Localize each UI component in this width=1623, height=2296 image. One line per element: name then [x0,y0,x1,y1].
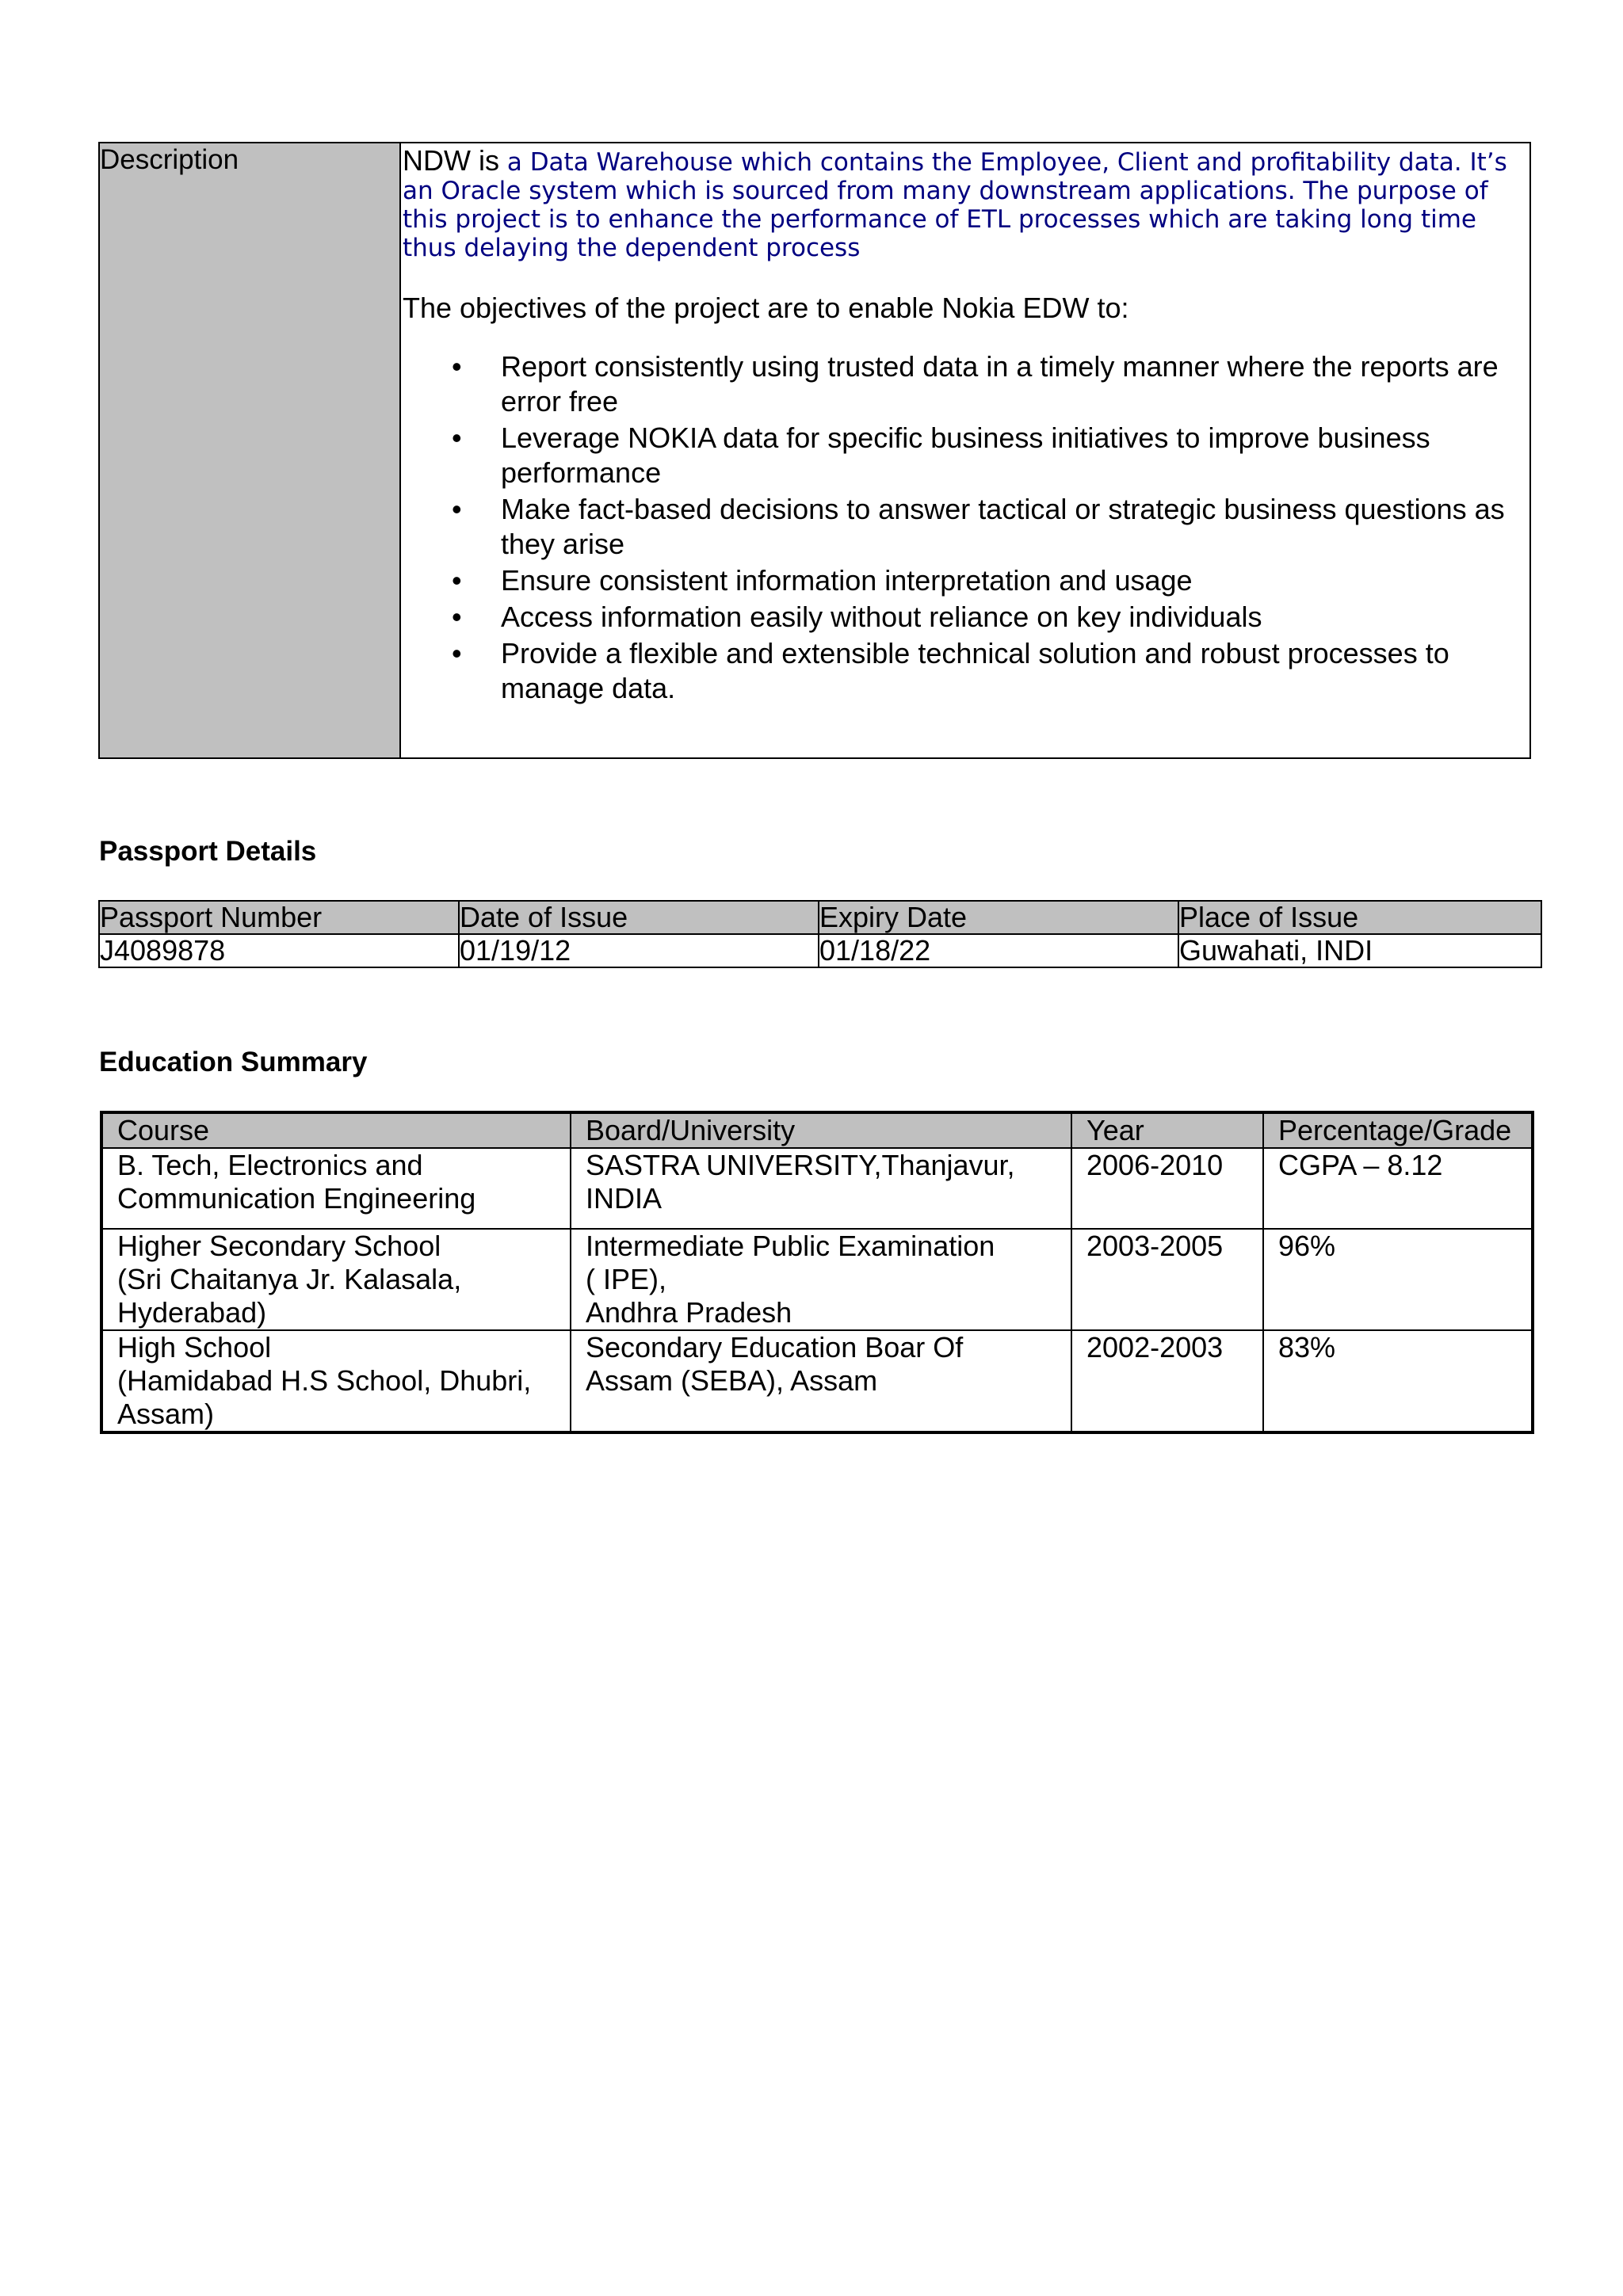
education-row [101,1229,1533,1330]
education-year: 2006-2010 [1071,1148,1263,1229]
bullet-icon: • [452,493,462,525]
description-table [98,142,1531,759]
education-board: Intermediate Public Examination ( IPE), Andhra Pradesh [571,1229,1071,1330]
objective-item [403,492,1529,562]
passport-expiry-date: 01/18/22 [819,934,1178,967]
education-header-row [101,1112,1533,1148]
objective-item [403,421,1529,490]
passport-heading: Passport Details [99,836,317,867]
passport-header-cell: Date of Issue [459,901,819,934]
passport-number: J4089878 [99,934,459,967]
education-header-cell: Course [101,1112,571,1148]
objective-text: Provide a flexible and extensible technical solution and robust processes to manage data. [501,637,1449,704]
bullet-icon: • [452,350,462,383]
description-lead: NDW is [403,144,499,177]
passport-header-row [99,901,1541,934]
bullet-icon: • [452,421,462,454]
passport-header-cell: Expiry Date [819,901,1178,934]
objective-text: Make fact-based decisions to answer tactical or strategic business questions as they arise [501,493,1505,560]
education-course: Higher Secondary School (Sri Chaitanya Jr. Kalasala, Hyderabad) [101,1229,571,1330]
education-heading: Education Summary [99,1047,368,1077]
objectives-intro: The objectives of the project are to enable Nokia EDW to: [403,292,1129,324]
education-grade: 96% [1263,1229,1533,1330]
passport-header-cell: Passport Number [99,901,459,934]
education-header-cell: Percentage/Grade [1263,1112,1533,1148]
bullet-icon: • [452,601,462,633]
education-grade: CGPA – 8.12 [1263,1148,1533,1229]
education-course: B. Tech, Electronics and Communication Engineering [101,1148,571,1229]
education-board: SASTRA UNIVERSITY,Thanjavur, INDIA [571,1148,1071,1229]
passport-place-of-issue: Guwahati, INDI [1178,934,1541,967]
education-header-cell: Year [1071,1112,1263,1148]
objective-text: Leverage NOKIA data for specific business initiatives to improve business performance [501,421,1430,489]
objective-item [403,349,1529,419]
education-year: 2003-2005 [1071,1229,1263,1330]
passport-table [98,900,1542,968]
bullet-icon: • [452,637,462,669]
passport-header-cell: Place of Issue [1178,901,1541,934]
description-paragraph [403,144,1529,262]
objective-item [403,563,1529,598]
education-course: High School (Hamidabad H.S School, Dhubri, Assam) [101,1330,571,1432]
objective-text: Report consistently using trusted data in a timely manner where the reports are error free [501,350,1499,418]
passport-issue-date: 01/19/12 [459,934,819,967]
objective-item [403,636,1529,706]
education-board: Secondary Education Boar Of Assam (SEBA), Assam [571,1330,1071,1432]
education-header-cell: Board/University [571,1112,1071,1148]
description-label: Description [100,143,401,757]
passport-data-row [99,934,1541,967]
education-grade: 83% [1263,1330,1533,1432]
description-text: a Data Warehouse which contains the Employee, Client and profitability data. It’s an Oracle system which is sourced from many downstream applications. The purpose of this project is to enhance the performance of ETL processes which are taking long time thus delaying the dependent process [403,148,1507,262]
education-table [100,1111,1534,1434]
education-row [101,1330,1533,1432]
objective-text: Ensure consistent information interpretation and usage [501,564,1193,597]
objective-item [403,600,1529,635]
description-content [401,143,1529,757]
education-row [101,1148,1533,1229]
bullet-icon: • [452,564,462,597]
objective-text: Access information easily without reliance on key individuals [501,601,1262,633]
objectives-list [403,349,1529,706]
education-year: 2002-2003 [1071,1330,1263,1432]
